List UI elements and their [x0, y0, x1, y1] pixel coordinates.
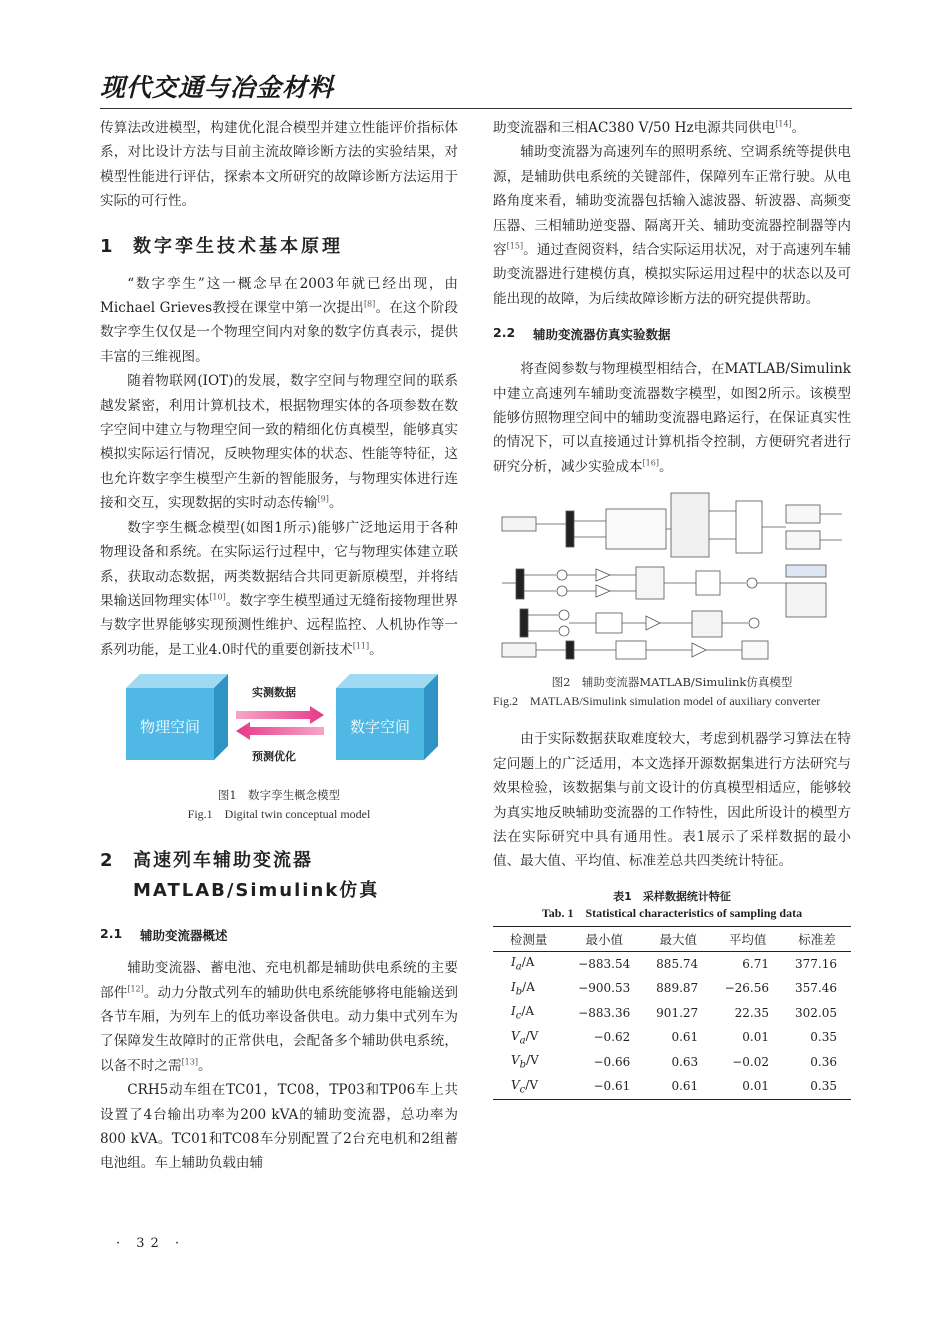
table-cell: 377.16 [795, 956, 837, 971]
table-cell: 901.27 [656, 1005, 699, 1020]
table-cell: 889.87 [656, 981, 699, 996]
table-row [493, 1001, 851, 1026]
table-cell: 0.36 [810, 1054, 837, 1069]
header-rule [100, 108, 852, 109]
subsection-2-1-heading: 2.1 辅助变流器概述 [100, 926, 228, 944]
table-row [493, 1050, 851, 1075]
table-1-statistics [493, 926, 851, 1100]
table-cell: 0.01 [742, 1030, 770, 1045]
table-cell: $I_c/A$ [511, 1004, 535, 1022]
table-cell: 0.61 [671, 1079, 699, 1094]
section-title: 数字孪生技术基本原理 [133, 235, 343, 257]
section-2-heading [100, 846, 458, 906]
table-cell: −0.66 [593, 1054, 631, 1069]
citation: [15] [506, 241, 524, 251]
table-1-title-cn: 表1 采样数据统计特征 [613, 889, 731, 903]
citation: [16] [642, 458, 659, 468]
table-cell: −883.54 [578, 956, 631, 971]
table-row [493, 976, 851, 1001]
table-cell: $V_a/V$ [511, 1028, 539, 1047]
intro-paragraph: 传算法改进模型，构建优化混合模型并建立性能评价指标体系，对比设计方法与目前主流故障诊断方法的实验结果，对模型性能进行评估，探索本文所研究的故障诊断方法运用于实际的可行性。 [100, 120, 458, 210]
table-header-cell: 最大值 [659, 931, 697, 947]
paragraph: 随着物联网(IOT)的发展，数字空间与物理空间的联系越发紧密，利用计算机技术，根据物理实体的各项参数在数字空间中建立与物理空间一致的精细化仿真模型，能够真实模拟实际运行情况，反映物理实体的状态、性能等特征，这也允许数字孪生模型产生新的智能服务，与物理实体进行连接和交互，实现数据的实时动态传输[9]。 [100, 373, 458, 512]
citation: [12] [127, 984, 144, 993]
section-title: 高速列车辅助变流器MATLAB/Simulink仿真 [133, 850, 380, 902]
figure-2-caption-cn: 图2 辅助变流器MATLAB/Simulink仿真模型 [551, 675, 793, 690]
table-cell: $V_c/V$ [511, 1077, 538, 1096]
paragraph: 将查阅参数与物理模型相结合，在MATLAB/Simulink中建立高速列车辅助变流器数字模型，如图2所示。该模型能够仿照物理空间中的辅助变流器电路运行，在保证真实性的情况下，可以直接通过计算机指令控制，方便研究者进行研究分析，减少实验成本[16]。 [493, 361, 851, 475]
table-cell: $I_b/A$ [511, 979, 535, 998]
left-column [100, 116, 458, 1176]
table-row [493, 951, 851, 976]
table-cell: −0.61 [593, 1079, 631, 1094]
figure-1-caption-en: Fig.1 Digital twin conceptual model [187, 807, 371, 822]
table-cell: 6.71 [742, 956, 770, 971]
page-number: · 32 · [116, 1236, 186, 1251]
figure-2-simulink-diagram [496, 491, 848, 663]
table-cell: $I_a/A$ [511, 955, 535, 973]
table-row [493, 1025, 851, 1050]
table-cell: 0.63 [671, 1054, 699, 1069]
citation: [9] [317, 494, 329, 504]
citation: [11] [352, 641, 370, 651]
right-column [493, 116, 851, 1100]
subsection-2-2-heading: 2.2 辅助变流器仿真实验数据 [493, 325, 671, 343]
table-cell: 0.35 [810, 1030, 837, 1045]
paragraph: 助变流器和三相AC380 V/50 Hz电源共同供电[14]。 [493, 119, 806, 136]
arrow-right-icon [236, 706, 324, 724]
figure-1-caption-cn: 图1 数字孪生概念模型 [217, 788, 341, 803]
digital-space-label: 数字空间 [349, 718, 410, 737]
paragraph: 由于实际数据获取难度较大，考虑到机器学习算法在特定问题上的广泛适用，本文选择开源数据集进行方法研究与效果检验，该数据集与前文设计的仿真模型相适应，能够较为真实地反映辅助变流器的工作特性，因此所设计的模型方法在实际研究中具有通用性。表1展示了采样数据的最小值、最大值、平均值、标准差总共四类统计特征。 [493, 731, 851, 870]
measured-data-label: 实测数据 [252, 686, 296, 700]
table-cell: 357.46 [795, 981, 837, 996]
table-cell: −0.02 [732, 1054, 770, 1069]
physical-space-label: 物理空间 [139, 718, 200, 737]
section-1-heading [100, 232, 458, 262]
table-cell: −900.53 [578, 981, 631, 996]
arrow-left-icon [236, 722, 324, 740]
paragraph: CRH5动车组在TC01，TC08，TP03和TP06车上共设置了4台输出功率为200 kVA的辅助变流器，总功率为800 kVA。TC01和TC08车分别配置了2台充电机和2组蓄电池组。车上辅助负载由辅 [100, 1082, 458, 1172]
table-cell: 0.35 [810, 1079, 837, 1094]
table-header-cell: 标准差 [798, 931, 836, 947]
table-cell: −26.56 [724, 981, 770, 996]
paragraph: 数字孪生概念模型(如图1所示)能够广泛地运用于各种物理设备和系统。在实际运行过程中，它与物理实体建立联系，获取动态数据，两类数据结合共同更新原模型，并将结果输送回物理实体[10]。数字孪生模型通过无缝衔接物理世界与数字世界能够实现预测性维护、远程监控、人机协作等一系列功能，是工业4.0时代的重要创新技术[11]。 [100, 519, 459, 658]
citation: [8] [363, 299, 376, 309]
section-number: 2 [100, 850, 113, 872]
figure-1-digital-twin [100, 674, 458, 774]
table-cell: 22.35 [734, 1005, 770, 1020]
table-cell: −883.36 [578, 1005, 631, 1020]
citation: [10] [209, 592, 226, 602]
paragraph: 辅助变流器为高速列车的照明系统、空调系统等提供电源，是辅助供电系统的关键部件，保障列车正常行驶。从电路角度来看，辅助变流器包括输入滤波器、斩波器、高频变压器、三相辅助逆变器、隔离开关、辅助变流器控制器等内容[15]。通过查阅资料，结合实际运用状况，对于高速列车辅助变流器进行建模仿真，模拟实际运用过程中的状态以及可能出现的故障，为后续故障诊断方法的研究提供帮助。 [493, 144, 852, 307]
table-header-cell: 平均值 [728, 931, 767, 947]
table-cell: 302.05 [795, 1005, 837, 1020]
table-cell: 0.61 [671, 1030, 699, 1045]
table-row [493, 1074, 851, 1099]
table-cell: 0.01 [742, 1079, 770, 1094]
section-number: 1 [100, 235, 113, 257]
table-header-cell: 检测量 [509, 931, 548, 947]
table-cell: $V_b/V$ [511, 1053, 539, 1071]
table-cell: −0.62 [593, 1030, 631, 1045]
journal-title: 现代交通与冶金材料 [100, 73, 335, 102]
citation: [13] [181, 1057, 198, 1067]
figure-2-caption-en: Fig.2 MATLAB/Simulink simulation model of auxiliary converter [493, 694, 821, 709]
prediction-optimization-label: 预测优化 [252, 750, 296, 764]
table-1-title-en: Tab. 1 Statistical characteristics of sampling data [541, 905, 803, 920]
paragraph: 辅助变流器、蓄电池、充电机都是辅助供电系统的主要部件[12]。动力分散式列车的辅助供电系统能够将电能输送到各节车厢，为列车上的低功率设备供电。动力集中式列车为了保障发生故障时的正常供电，会配备多个辅助供电系统，以备不时之需[13]。 [100, 960, 459, 1074]
table-header-cell: 最小值 [585, 931, 623, 947]
citation: [14] [775, 119, 792, 129]
table-cell: 885.74 [656, 956, 699, 971]
paragraph: “数字孪生”这一概念早在2003年就已经出现，由Michael Grieves教授在课堂中第一次提出[8]。在这个阶段数字孪生仅仅是一个物理空间内对象的数字仿真表示，提供丰富的三维视图。 [100, 275, 458, 365]
